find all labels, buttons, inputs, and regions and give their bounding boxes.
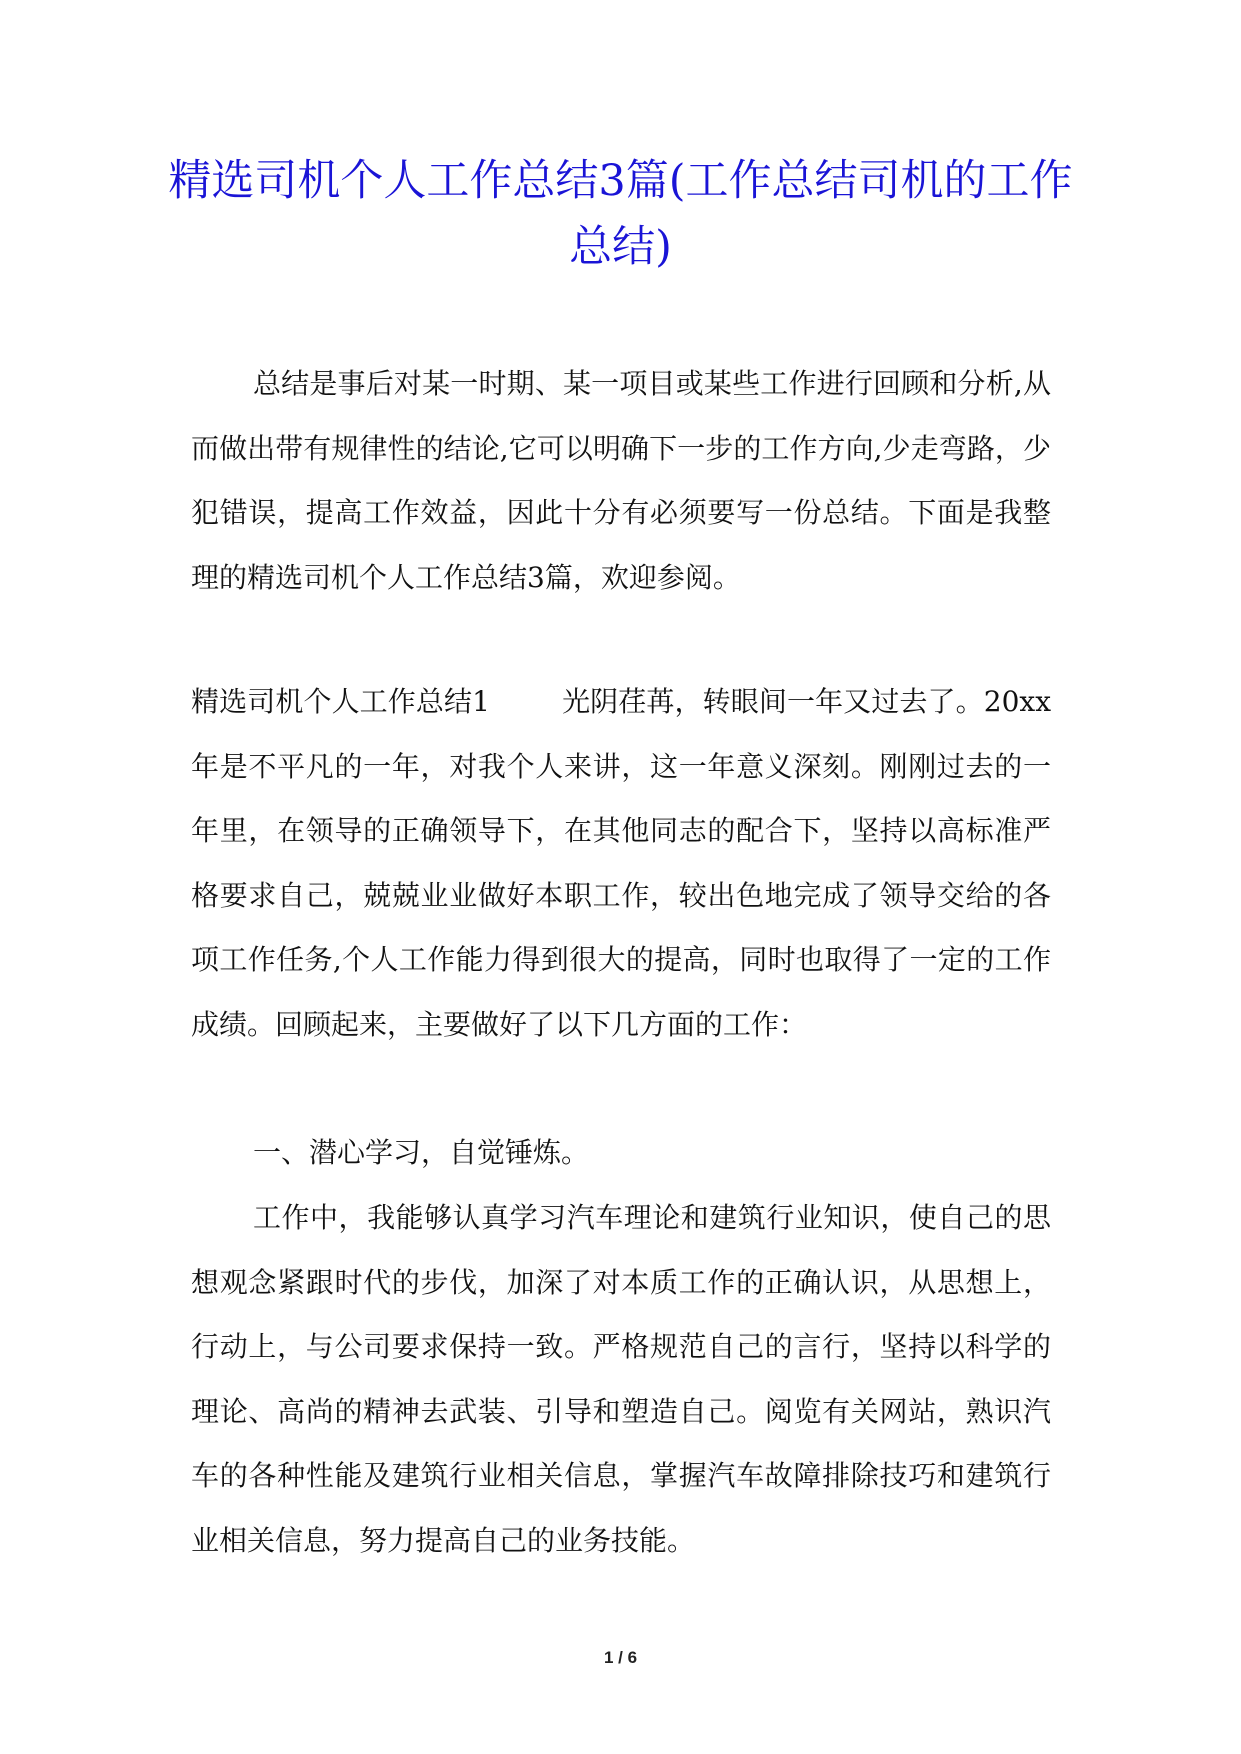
- page-number: 1 / 6: [603, 1648, 638, 1667]
- section-1-heading: 精选司机个人工作总结1: [191, 685, 490, 718]
- subheading-one: 一、潜心学习，自觉锤炼。: [253, 1136, 590, 1169]
- section-1-paragraph: [191, 670, 1051, 1057]
- document-title: 精选司机个人工作总结3篇(工作总结司机的工作总结): [168, 156, 1073, 272]
- section-1-opening: 光阴荏苒，转眼间一年又过去了。20xx年是不平凡的一年，对我个人来讲，这一年意义深刻。刚刚过去的一年里，在领导的正确领导下，在其他同志的配合下，坚持以高标准严格要求自己，兢兢业业做好本职工作，较出色地完成了领导交给的各项工作任务,个人工作能力得到很大的提高，同时也取得了一定的工作成绩。回顾起来，主要做好了以下几方面的工作：: [191, 685, 1051, 1041]
- intro-paragraph: 总结是事后对某一时期、某一项目或某些工作进行回顾和分析,从而做出带有规律性的结论,它可以明确下一步的工作方向,少走弯路，少犯错误，提高工作效益，因此十分有必须要写一份总结。下面是我整理的精选司机个人工作总结3篇，欢迎参阅。: [191, 367, 1051, 594]
- work-paragraph: 工作中，我能够认真学习汽车理论和建筑行业知识，使自己的思想观念紧跟时代的步伐，加深了对本质工作的正确认识，从思想上，行动上，与公司要求保持一致。严格规范自己的言行，坚持以科学的理论、高尚的精神去武装、引导和塑造自己。阅览有关网站，熟识汽车的各种性能及建筑行业相关信息，掌握汽车故障排除技巧和建筑行业相关信息，努力提高自己的业务技能。: [191, 1201, 1051, 1557]
